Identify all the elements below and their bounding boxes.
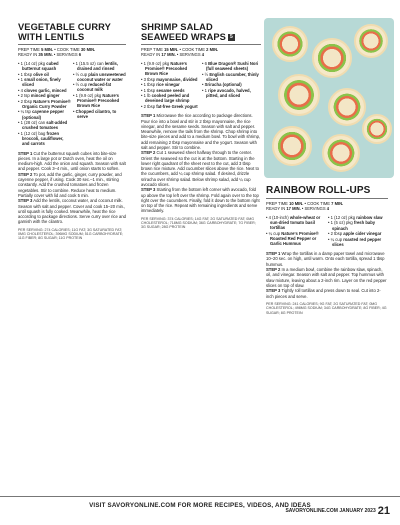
- ingredient: • 6 Blue Dragon® Sushi Nori (full seaweed sheets): [202, 60, 259, 72]
- ingredient: • 2 tsp minced ginger: [18, 93, 60, 99]
- ingredient: • 3 tbsp mayonnaise, divided: [141, 76, 198, 82]
- ingredient: • 1 ripe avocado, halved, pitted, and sliced: [202, 87, 251, 98]
- ingredient: • 1 tbsp sesame seeds: [141, 87, 185, 93]
- ingredient: • 1 small onion, finely sliced: [18, 77, 61, 88]
- ingredients-left: [18, 61, 71, 147]
- ingredient: • 1 (12 oz) pkg rainbow slaw: [328, 214, 383, 220]
- ingredients: [266, 215, 388, 247]
- ingredients-right: [73, 61, 126, 147]
- ingredient: • 4 (10-inch) whole-wheat or sun-dried tomato basil tortillas: [266, 214, 321, 231]
- footer-cta[interactable]: VISIT SAVORYONLINE.COM FOR MORE RECIPES, VIDEOS, AND IDEAS: [89, 502, 311, 509]
- ingredient: • ¼ tsp cayenne pepper (optional): [18, 109, 64, 120]
- ingredients: [18, 61, 126, 147]
- ingredient: • 1 (15.5 oz) can lentils, drained and rinsed: [73, 60, 119, 72]
- ingredients-right: [202, 61, 261, 110]
- ingredient: • 2 tbsp Nature's Promise® Organic Curry Powder: [18, 98, 71, 109]
- rollup-slice: [362, 114, 392, 144]
- ingredient: • 1 (9.9 oz) pkg Nature's Promise® Precooked Brown Rice: [141, 60, 188, 77]
- ingredient: • ½ English cucumber, thinly sliced: [202, 71, 259, 82]
- meta-line-2: READY IN 17 MIN. • SERVINGS 4: [266, 206, 329, 212]
- step: STEP 3 Starting from the bottom left corner with avocado, fold up above the top left over the shrimp. Fold again over to the top right over the cucumbers. Finally, fold it down to the bottom right on top of the rice. Repeat with remaining ingredients and serve immediately.: [141, 187, 260, 214]
- recipe-shrimp-seaweed-wraps: [141, 22, 261, 230]
- meta-line-1: PREP TIME 15 MIN. • COOK TIME 2 MIN.: [141, 47, 219, 52]
- ingredient: • 2 tbsp apple cider vinegar: [328, 231, 382, 237]
- title-line-1: SHRIMP SALAD: [141, 22, 213, 32]
- nutrition-info: PER SERVING: 241 CALORIES; 9G FAT; 2G SATURATED FAT; 0MG CHOLESTEROL; 498MG SODIUM; 34G CARBOHYDRATE; 8G FIBER; 4G SUGAR; 8G PROTEIN: [266, 301, 387, 315]
- step: STEP 1 Microwave the rice according to package directions. Pour rice into a bowl and stir in 2 tbsp mayonnaise, the rice vinegar, and the sesame seeds. Season with salt and pepper. Meanwhile, remove the tails from the shrimp. Chop shrimp into bite-size pieces and add to a medium bowl. To bowl with shrimp, add remaining 2 tbsp mayonnaise and the yogurt. Season with salt and pepper. Stir to combine.: [141, 113, 261, 150]
- step: STEP 1 Wrap the tortillas in a damp paper towel and microwave 10–20 sec. on high, until warm. Onto each tortilla, spread 1 tbsp hummus.: [266, 251, 385, 267]
- meta-line-1: PREP TIME 10 MIN. • COOK TIME 7 MIN.: [266, 201, 344, 206]
- meta-line-2: READY IN 17 MIN. • SERVINGS 4: [141, 52, 204, 58]
- meta-label: PREP TIME: [18, 47, 40, 52]
- page-number-value: 21: [377, 505, 390, 517]
- recipe-meta: [18, 47, 126, 58]
- recipe-title: [18, 22, 126, 42]
- ingredient: • ¼ cup Nature's Promise® Roasted Red Pepper or Garlic Hummus: [266, 230, 319, 247]
- title-line-2: WITH LENTILS: [18, 32, 85, 42]
- meta-label: COOK TIME: [56, 47, 80, 52]
- ingredient: • Chopped cilantro, to serve: [73, 108, 117, 120]
- ingredient: • 1 lb cooked peeled and deveined large shrimp: [141, 93, 190, 104]
- meta-label: SERVINGS: [56, 52, 78, 58]
- ingredient-count-badge: 5: [229, 34, 233, 41]
- recipe-title: RAINBOW ROLL-UPS: [266, 185, 371, 196]
- ingredient: • 4 cloves garlic, minced: [18, 87, 67, 93]
- steps: [141, 113, 261, 213]
- step: STEP 2 In a medium bowl, combine the rainbow slaw, spinach, oil, and vinegar. Season with salt and pepper. Top hummus with slaw mixture, leaving about a 2-inch rim. Layer on the red pepper slices on top of slaw.: [266, 267, 387, 288]
- rollup-slice: [328, 88, 366, 126]
- meta-line-2: READY IN 35 MIN. • SERVINGS 6: [18, 52, 81, 58]
- rollup-slice: [278, 74, 320, 116]
- recipe-vegetable-curry: [18, 22, 126, 241]
- meta-line-1: PREP TIME 5 MIN. • COOK TIME 30 MIN.: [18, 47, 96, 52]
- divider: [266, 198, 388, 199]
- ingredient: • ¼ cup roasted red pepper slices: [328, 236, 382, 247]
- ingredient: • ½ cup plain unsweetened coconut water or water: [73, 71, 126, 82]
- rollups-photo: [264, 18, 394, 178]
- step: STEP 3 Add the lentils, coconut water, and coconut milk. Season with salt and pepper. Cover and cook 15–20 min., until squash is fully cooked. Meanwhile, heat the rice according to package directions. Serve curry over rice and garnish with the cilantro.: [18, 198, 126, 225]
- ingredient: • 1 (9.9 oz) pkg Nature's Promise® Precooked Brown Rice: [73, 92, 120, 109]
- meta-value: 5 MIN.: [41, 47, 54, 52]
- rollup-slice: [354, 24, 388, 58]
- ingredient: • 1 (14 oz) pkg cubed butternut squash: [18, 60, 59, 72]
- footer-divider: [0, 496, 400, 497]
- page-number: [285, 505, 390, 517]
- recipe-meta: [266, 201, 388, 212]
- nutrition-info: PER SERVING: 274 CALORIES; 11G FAT; 3G SATURATED FAT; 0MG CHOLESTEROL; 396MG SODIUM; 51G CARBOHYDRATE; 11G FIBER; 8G SUGAR; 11G PROTEIN: [18, 227, 124, 241]
- rollup-slice: [272, 26, 308, 62]
- ingredients-left: [266, 215, 326, 247]
- ingredient: • 1 tbsp olive oil: [18, 71, 49, 77]
- ingredient: • 1 (5 oz) pkg fresh baby spinach: [328, 220, 376, 231]
- ingredients-left: [141, 61, 200, 110]
- ingredient: • ½ cup reduced-fat coconut milk: [73, 82, 112, 93]
- ingredient: • 1 (28 oz) can salt-added crushed tomatoes: [18, 120, 68, 131]
- rollup-slice: [312, 38, 352, 78]
- recipe-meta: [141, 47, 261, 58]
- ingredient: • 2 tbsp fat-free Greek yogurt: [141, 103, 198, 109]
- step: STEP 3 Tightly roll tortillas and press down to seal. Cut into 2-inch pieces and serve.: [266, 288, 381, 299]
- meta-value: 6: [78, 52, 81, 58]
- meta-value: 35 MIN.: [38, 52, 53, 58]
- steps: [18, 151, 126, 225]
- meta-value: 30 MIN.: [80, 47, 96, 52]
- steps: [266, 251, 388, 299]
- ingredients-right: [328, 215, 388, 247]
- rollup-slice: [322, 134, 360, 172]
- divider: [18, 44, 126, 45]
- step: STEP 2 Cut 1 seaweed sheet halfway through to the center. Orient the seaweed so the cut is at the bottom. Starting in the lower right quadrant of the sheet next to the cut, add 3 tbsp brown rice mixture. Add cucumber slices above the rice. Next to the cucumbers, add ¼ cup shrimp salad. If desired, drizzle sriracha over shrimp salad. Below shrimp salad, add ¼ cup avocado slices.: [141, 150, 259, 187]
- rollup-slice: [272, 126, 312, 166]
- ingredient: • Sriracha (optional): [202, 82, 242, 88]
- page-label: SAVORYONLINE.COM JANUARY 2023: [285, 508, 376, 514]
- recipe-title: [141, 22, 261, 42]
- title-line-1: VEGETABLE CURRY: [18, 22, 111, 32]
- ingredients: [141, 61, 261, 110]
- step: STEP 1 Cut the butternut squash cubes into bite-size pieces. In a large pot or Dutch oven, heat the oil on medium-high. Add the onion and squash. Season with salt and pepper. Cook 3–4 min., until onion starts to soften.: [18, 150, 126, 172]
- ingredient: • 1 tbsp rice vinegar: [141, 82, 180, 88]
- meta-label: READY IN: [18, 52, 38, 58]
- ingredient: • 1 (12 oz) bag frozen broccoli, cauliflower, and carrots: [18, 130, 64, 147]
- nutrition-info: PER SERVING: 374 CALORIES; 14G FAT; 2G SATURATED FAT; 0MG CHOLESTEROL; 718MG SODIUM; 36G CARBOHYDRATE; 7G FIBER; 3G SUGAR; 28G PROTEIN: [141, 216, 256, 230]
- divider: [141, 44, 261, 45]
- recipe-rainbow-rollups: [266, 185, 388, 315]
- step: STEP 2 To pot, add the garlic, ginger, curry powder, and cayenne pepper, if using. Cook 30 sec.–1 min., stirring constantly. Add the crushed tomatoes and frozen vegetables. Stir to combine. Reduce heat to medium. Partially cover with lid and cook 5 min.: [18, 171, 122, 198]
- title-line-2: SEAWEED WRAPS 5: [141, 32, 233, 42]
